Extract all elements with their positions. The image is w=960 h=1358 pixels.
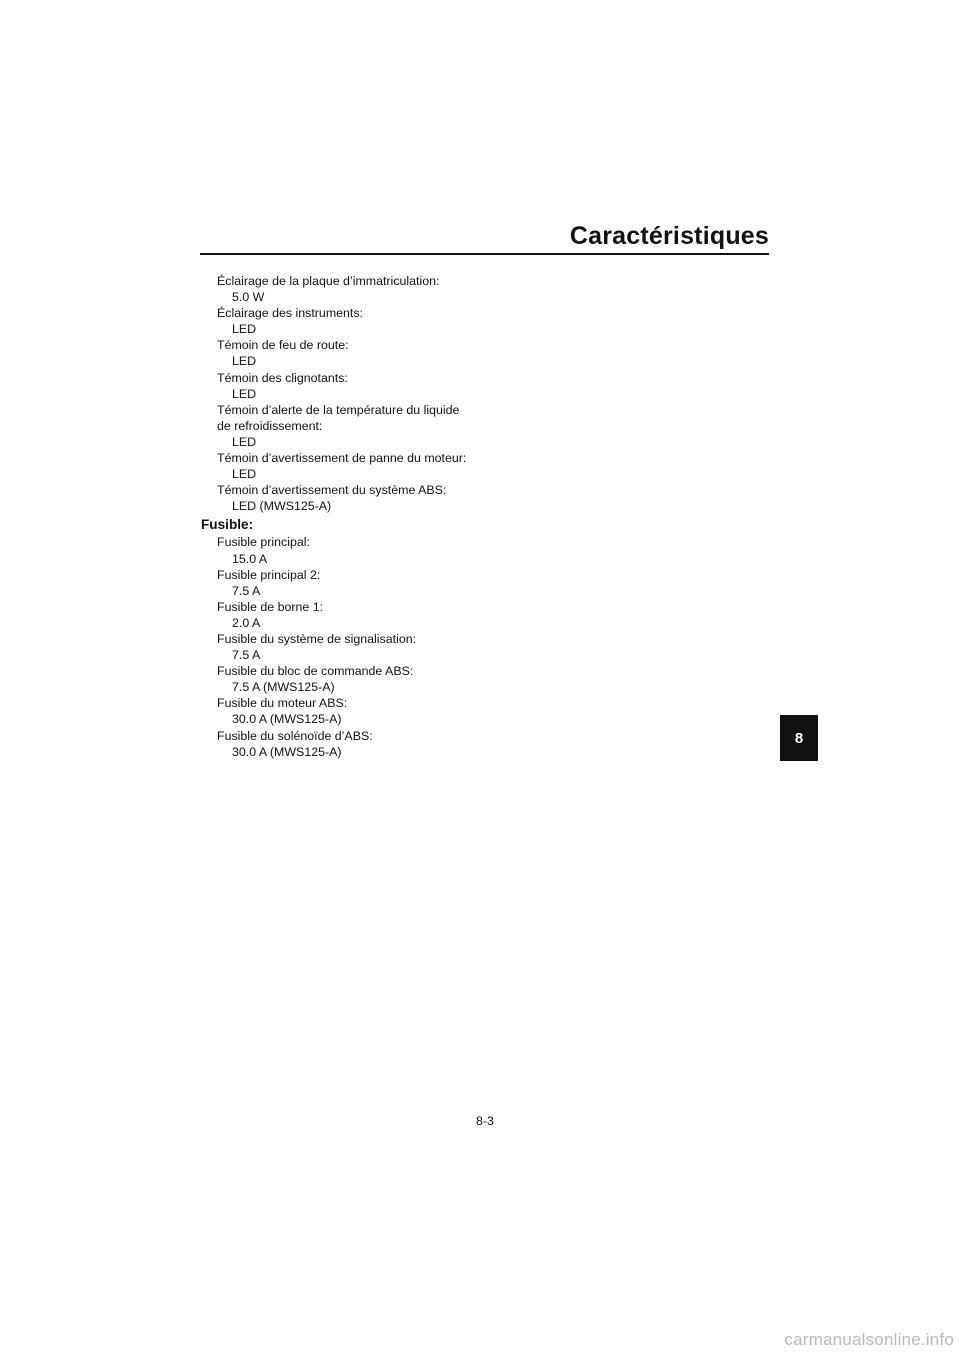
- chapter-tab: 8: [780, 715, 818, 761]
- spec-content: [201, 273, 501, 760]
- section-heading-fuse: Fusible:: [201, 517, 254, 533]
- spec-item-abs-solenoid-fuse: [201, 728, 501, 760]
- spec-label: Témoin d’alerte de la température du liquide: [217, 402, 460, 417]
- spec-value: LED: [232, 467, 257, 482]
- spec-value: LED (MWS125-A): [232, 499, 332, 514]
- spec-item-terminal-fuse-1: [201, 599, 501, 631]
- spec-item-abs-warning: [201, 482, 501, 514]
- spec-item-engine-trouble-warning: [201, 450, 501, 482]
- spec-value: 15.0 A: [232, 551, 268, 566]
- title-rule: [200, 253, 769, 255]
- spec-value: 7.5 A: [232, 648, 261, 663]
- spec-label: Éclairage des instruments:: [217, 306, 364, 321]
- spec-item-signaling-fuse: [201, 631, 501, 663]
- spec-item-abs-motor-fuse: [201, 695, 501, 727]
- spec-item-instrument-light: [201, 305, 501, 337]
- spec-value: LED: [232, 386, 257, 401]
- spec-label: Fusible du système de signalisation:: [217, 631, 417, 646]
- spec-label: Fusible du bloc de commande ABS:: [217, 664, 414, 679]
- spec-label: Fusible principal 2:: [217, 567, 321, 582]
- spec-label: Témoin des clignotants:: [217, 370, 348, 385]
- spec-item-turn-signal-indicator: [201, 370, 501, 402]
- spec-value: LED: [232, 354, 257, 369]
- page-title: Caractéristiques: [569, 222, 769, 250]
- spec-value: 7.5 A (MWS125-A): [232, 680, 335, 695]
- spec-item-license-plate-light: [201, 273, 501, 305]
- spec-label: Témoin d’avertissement de panne du moteur:: [217, 451, 467, 466]
- spec-label: Témoin de feu de route:: [217, 338, 349, 353]
- page-number: 8-3: [476, 1114, 494, 1128]
- spec-value: 30.0 A (MWS125-A): [232, 712, 342, 727]
- spec-item-main-fuse-2: [201, 567, 501, 599]
- spec-value: 30.0 A (MWS125-A): [232, 744, 342, 759]
- spec-label: Éclairage de la plaque d’immatriculation:: [217, 274, 440, 288]
- watermark: carmanualsonline.info: [784, 1330, 954, 1349]
- spec-item-high-beam-indicator: [201, 337, 501, 369]
- spec-value: LED: [232, 322, 257, 337]
- spec-label: Témoin d’avertissement du système ABS:: [217, 483, 447, 498]
- spec-value: LED: [232, 434, 257, 449]
- spec-item-abs-ecu-fuse: [201, 663, 501, 695]
- spec-label: Fusible de borne 1:: [217, 599, 324, 614]
- spec-label: Fusible principal:: [217, 535, 310, 550]
- spec-label: Fusible du solénoïde d’ABS:: [217, 728, 373, 743]
- spec-value: 7.5 A: [232, 583, 261, 598]
- spec-value: 2.0 A: [232, 615, 261, 630]
- spec-item-main-fuse: [201, 534, 501, 566]
- spec-label-continued: de refroidissement:: [217, 418, 323, 433]
- spec-label: Fusible du moteur ABS:: [217, 696, 348, 711]
- spec-item-coolant-temp-warning: [201, 402, 501, 450]
- spec-value: 5.0 W: [232, 290, 265, 305]
